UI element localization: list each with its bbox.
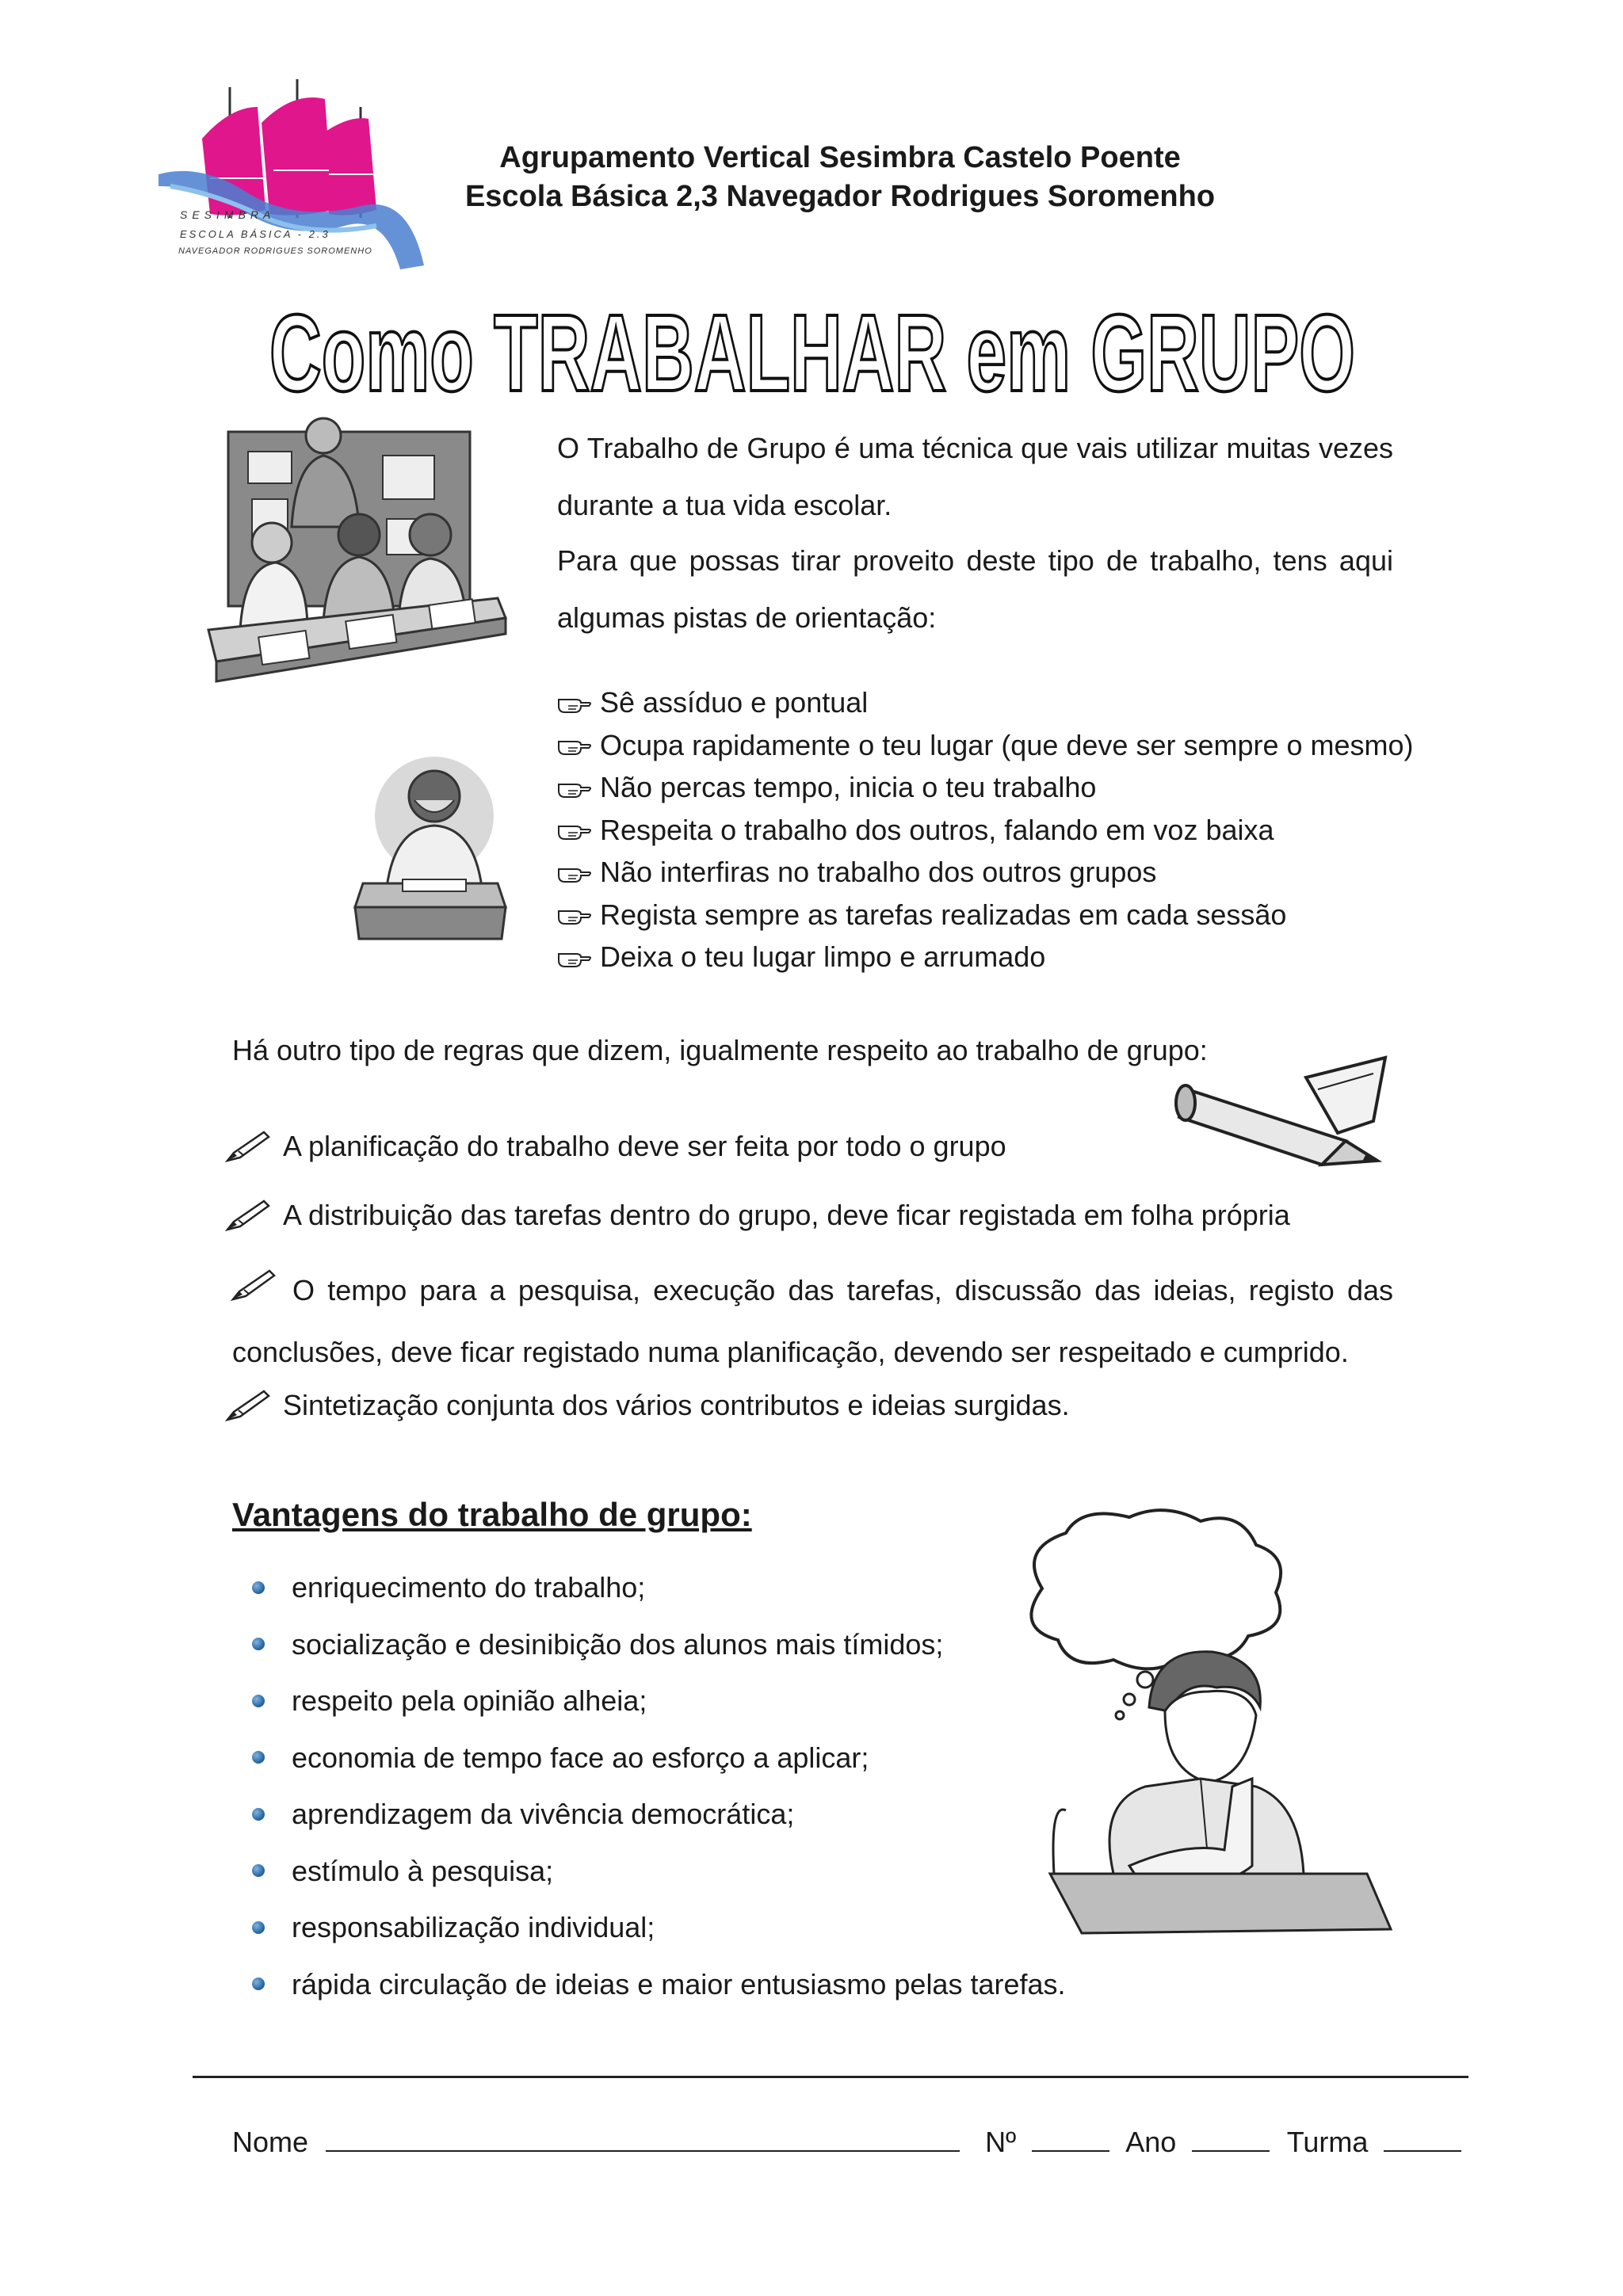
advantage-item xyxy=(252,1786,1066,1843)
pointing-hand-icon xyxy=(557,776,592,799)
pointing-hand-icon xyxy=(557,946,592,968)
bullet-icon xyxy=(252,1581,265,1594)
thinking-student-illustration xyxy=(995,1501,1423,1945)
advantage-text: rápida circulação de ideias e maior entusiasmo pelas tarefas. xyxy=(292,1967,1066,2000)
pointing-hand-icon xyxy=(557,861,592,883)
footer-divider xyxy=(193,2076,1468,2078)
group-work-illustration xyxy=(204,408,517,717)
advantage-item xyxy=(252,1843,1066,1900)
rule-text: Ocupa rapidamente o teu lugar (que deve ser sempre o mesmo) xyxy=(600,728,1414,761)
group-rule-text: Sintetização conjunta dos vários contributos e ideias surgidas. xyxy=(283,1389,1070,1421)
school-group-name: Agrupamento Vertical Sesimbra Castelo Poente xyxy=(499,141,1181,174)
group-rule-text: A planificação do trabalho deve ser feita por todo o grupo xyxy=(283,1130,1006,1162)
rule-text: Sê assíduo e pontual xyxy=(600,686,869,719)
student-info-line xyxy=(232,2125,1461,2159)
group-rule-3: O tempo para a pesquisa, execução das tarefas, discussão das ideias, registo das conclusões, deve ficar registado numa planificação, devendo ser respeitado e cumprido. xyxy=(232,1274,1393,1368)
rule-text: Não interfiras no trabalho dos outros grupos xyxy=(600,856,1157,888)
rule-item xyxy=(557,766,1414,809)
svg-text:Como TRABALHAR em GRUPO: Como TRABALHAR em GRUPO xyxy=(269,297,1355,408)
rule-text: Regista sempre as tarefas realizadas em cada sessão xyxy=(600,898,1287,931)
pointing-hand-icon xyxy=(557,692,592,714)
pointing-hand-icon xyxy=(557,903,592,925)
class-field[interactable] xyxy=(1384,2125,1461,2152)
group-rule-1 xyxy=(224,1129,1006,1164)
bullet-icon xyxy=(252,1638,265,1650)
bullet-icon xyxy=(252,1808,265,1821)
rule-item xyxy=(557,809,1414,852)
bullet-icon xyxy=(252,1921,265,1934)
rule-text: Não percas tempo, inicia o teu trabalho xyxy=(600,771,1097,803)
other-rules-intro: Há outro tipo de regras que dizem, igualmente respeito ao trabalho de grupo: xyxy=(232,1034,1208,1066)
advantages-list xyxy=(252,1559,1066,2012)
advantage-item xyxy=(252,1672,1066,1730)
year-field[interactable] xyxy=(1192,2125,1270,2152)
school-logo xyxy=(155,75,440,281)
student-writing-illustration xyxy=(339,753,517,955)
number-field[interactable] xyxy=(1032,2125,1109,2152)
advantage-item xyxy=(252,1956,1066,2013)
pointing-hand-icon xyxy=(557,734,592,756)
school-name: Escola Básica 2,3 Navegador Rodrigues Soromenho xyxy=(464,180,1216,213)
rule-item xyxy=(557,851,1414,894)
fountain-pen-icon xyxy=(224,1388,272,1423)
page-title xyxy=(262,297,1363,408)
intro-paragraph-2: Para que possas tirar proveito deste tipo de trabalho, tens aqui algumas pistas de orientação: xyxy=(557,544,1393,634)
number-label: Nº xyxy=(985,2126,1017,2158)
class-label: Turma xyxy=(1286,2126,1369,2158)
advantage-text: socialização e desinibição dos alunos mais tímidos; xyxy=(292,1627,944,1661)
fountain-pen-icon xyxy=(224,1129,272,1164)
advantage-text: respeito pela opinião alheia; xyxy=(292,1684,647,1717)
rule-item xyxy=(557,936,1414,978)
bullet-icon xyxy=(252,1978,265,1990)
logo-text-1: SESIMBRA xyxy=(180,208,276,221)
advantage-item xyxy=(252,1730,1066,1787)
rule-item xyxy=(557,724,1414,767)
pointing-hand-icon xyxy=(557,818,592,841)
advantage-text: economia de tempo face ao esforço a aplicar; xyxy=(292,1741,869,1774)
rules-list xyxy=(557,681,1414,978)
year-label: Ano xyxy=(1125,2126,1177,2158)
bullet-icon xyxy=(252,1695,265,1707)
intro-paragraph-1: O Trabalho de Grupo é uma técnica que vais utilizar muitas vezes durante a tua vida escolar. xyxy=(557,432,1393,521)
rule-item xyxy=(557,681,1414,724)
advantages-heading: Vantagens do trabalho de grupo: xyxy=(232,1496,752,1533)
name-label: Nome xyxy=(232,2126,309,2158)
name-field[interactable] xyxy=(326,2125,960,2152)
bullet-icon xyxy=(252,1864,265,1877)
logo-text-3: NAVEGADOR RODRIGUES SOROMENHO xyxy=(178,246,372,256)
advantage-text: enriquecimento do trabalho; xyxy=(292,1571,646,1604)
rule-text: Respeita o trabalho dos outros, falando em voz baixa xyxy=(600,813,1274,846)
advantage-text: estímulo à pesquisa; xyxy=(292,1854,554,1887)
advantage-item xyxy=(252,1559,1066,1616)
group-rule-text: A distribuição das tarefas dentro do grupo, deve ficar registada em folha própria xyxy=(283,1199,1290,1231)
advantage-item xyxy=(252,1899,1066,1956)
advantage-text: aprendizagem da vivência democrática; xyxy=(292,1798,795,1830)
group-rule-2 xyxy=(224,1198,1290,1233)
logo-text-2: ESCOLA BÁSICA - 2.3 xyxy=(180,228,330,240)
rule-item xyxy=(557,894,1414,936)
rule-text: Deixa o teu lugar limpo e arrumado xyxy=(600,940,1046,973)
advantage-text: responsabilização individual; xyxy=(292,1911,655,1943)
bullet-icon xyxy=(252,1751,265,1764)
advantage-item xyxy=(252,1616,1066,1673)
fountain-pen-icon xyxy=(224,1198,272,1233)
pencil-illustration xyxy=(1171,1054,1397,1173)
group-rule-4 xyxy=(224,1388,1070,1423)
